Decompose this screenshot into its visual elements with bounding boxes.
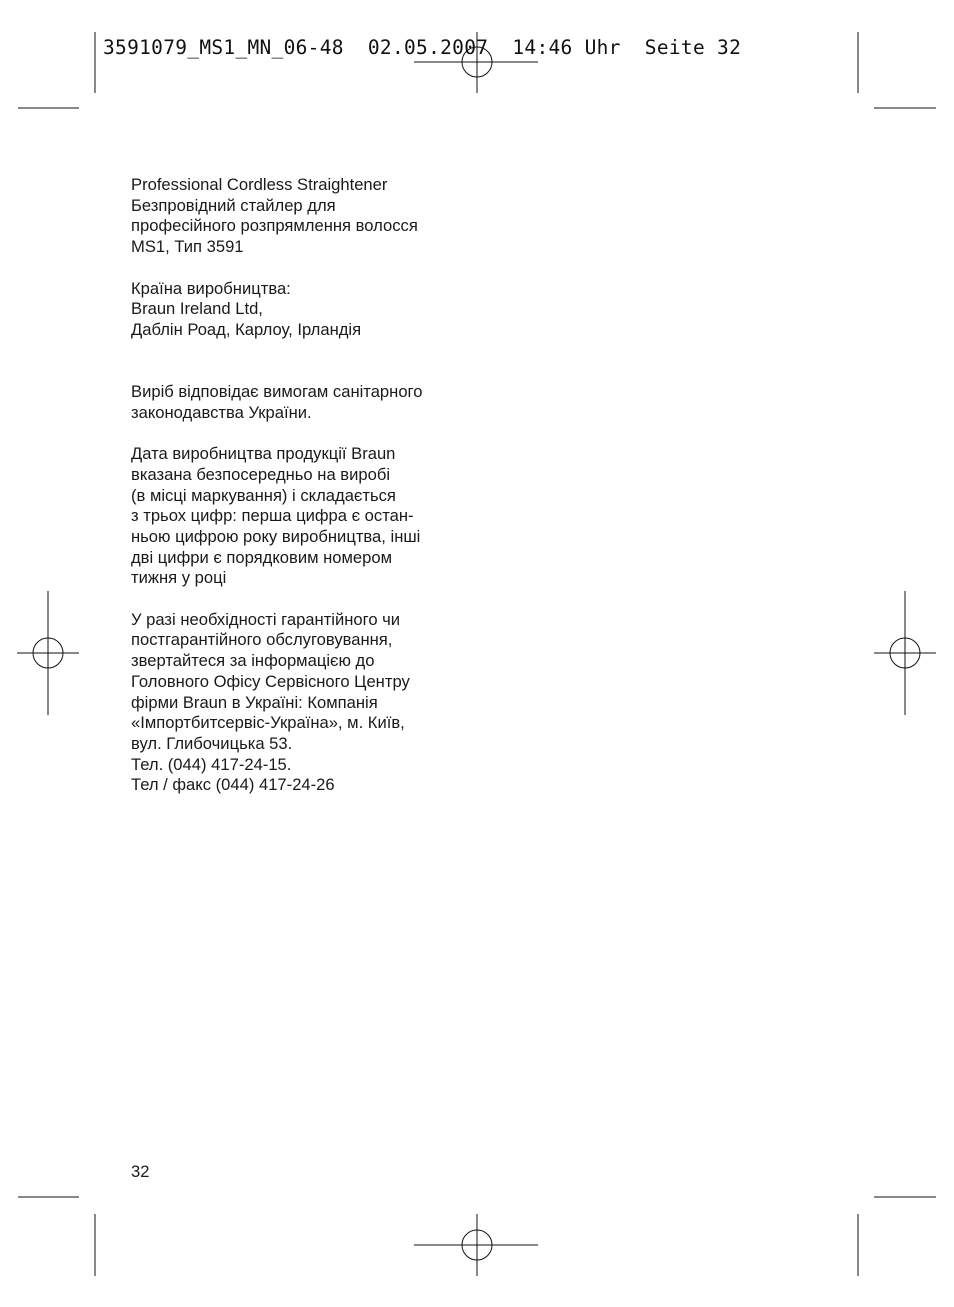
- production-date-block: [131, 444, 491, 589]
- production-date-line: (в місці маркування) і складається: [131, 485, 396, 505]
- service-line: фірми Braun в Україні: Компанія: [131, 692, 378, 712]
- service-phone: Тел. (044) 417-24-15.: [131, 754, 292, 774]
- compliance-line: Виріб відповідає вимогам санітарного: [131, 382, 423, 401]
- service-line: постгарантійного обслуговування,: [131, 630, 393, 650]
- production-date-line: з трьох цифр: перша цифра є остан-: [131, 506, 414, 526]
- compliance-line: законодавства України.: [131, 402, 312, 422]
- service-line: Головного Офісу Сервісного Центру: [131, 671, 410, 691]
- page-number: 32: [131, 1162, 150, 1181]
- manufacturer-name: Braun Ireland Ltd,: [131, 299, 263, 319]
- production-date-line: дві цифри є порядковим номером: [131, 547, 393, 567]
- manufacturer-label: Країна виробництва:: [131, 278, 291, 298]
- compliance-block: [131, 382, 491, 423]
- page-content: [131, 175, 491, 796]
- registration-target-bottom: [414, 1214, 538, 1276]
- product-info-block: [131, 175, 491, 258]
- print-job-header: 3591079_MS1_MN_06-48 02.05.2007 14:46 Uhr Seite 32: [103, 36, 742, 59]
- product-model: MS1, Тип 3591: [131, 237, 244, 257]
- production-date-line: Дата виробництва продукції Braun: [131, 444, 396, 464]
- registration-target-right: [874, 591, 936, 715]
- product-name-en: Professional Cordless Straightener: [131, 175, 388, 194]
- service-line: У разі необхідності гарантійного чи: [131, 609, 401, 629]
- service-block: [131, 610, 491, 796]
- service-fax: Тел / факс (044) 417-24-26: [131, 775, 335, 795]
- service-line: «Імпортбитсервіс-Україна», м. Київ,: [131, 713, 405, 733]
- manufacturer-block: [131, 279, 491, 341]
- service-address: вул. Глибочицька 53.: [131, 733, 293, 753]
- production-date-line: вказана безпосередньо на виробі: [131, 464, 391, 484]
- production-date-line: ньою цифрою року виробництва, інші: [131, 526, 421, 546]
- product-name-ua-line1: Безпровідний стайлер для: [131, 195, 336, 215]
- service-line: звертайтеся за інформацією до: [131, 651, 375, 671]
- manufacturer-address: Даблін Роад, Карлоу, Ірландія: [131, 319, 362, 339]
- registration-target-left: [17, 591, 79, 715]
- production-date-line: тижня у році: [131, 568, 227, 588]
- product-name-ua-line2: професійного розпрямлення волосся: [131, 216, 418, 236]
